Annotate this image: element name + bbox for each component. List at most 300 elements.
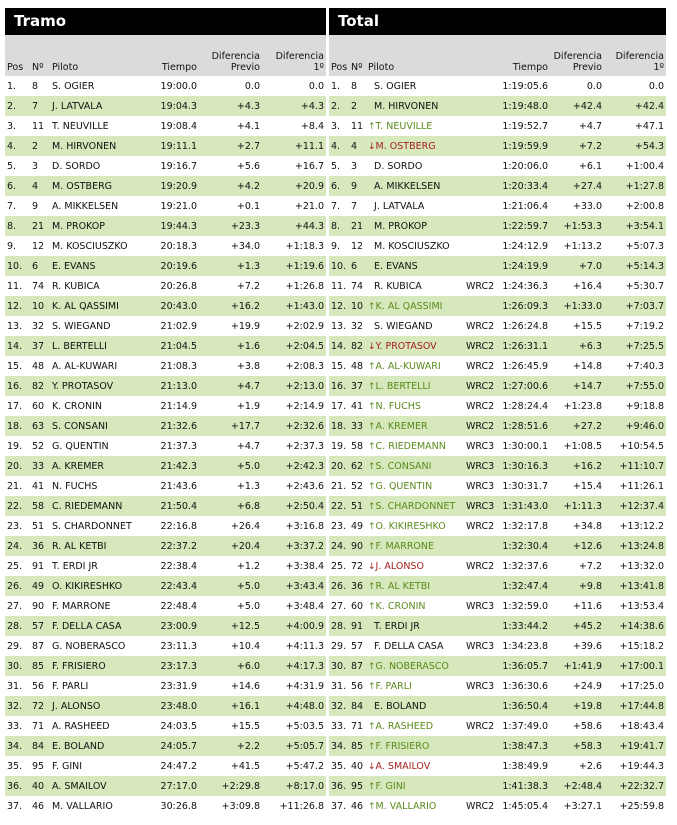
table-row: [329, 136, 666, 156]
cell-diff-prev: +1:11.3: [550, 496, 604, 516]
cell-pos: 32.: [5, 696, 30, 716]
driver-name: F. PARLI: [375, 680, 412, 692]
cell-time: 1:26:24.8: [496, 316, 550, 336]
cell-time: 22:37.2: [149, 536, 199, 556]
cell-driver: [366, 256, 464, 276]
cell-pos: 9.: [329, 236, 349, 256]
cell-diff-first: +13:41.8: [604, 576, 666, 596]
cell-driver: [366, 76, 464, 96]
table-row: [5, 256, 326, 276]
cell-diff-first: +13:32.0: [604, 556, 666, 576]
cell-diff-prev: +1.2: [199, 556, 262, 576]
cell-diff-first: +5:03.5: [262, 716, 326, 736]
driver-name: R. KUBICA: [374, 280, 422, 292]
col-tiempo: Tiempo: [496, 35, 550, 76]
overall-results-panel: [329, 8, 666, 816]
cell-time: 22:43.4: [149, 576, 199, 596]
cell-diff-prev: +19.9: [199, 316, 262, 336]
cell-driver: [366, 396, 464, 416]
cell-num: 3: [349, 156, 366, 176]
cell-diff-prev: +2.2: [199, 736, 262, 756]
cell-pos: 7.: [5, 196, 30, 216]
cell-driver: K. CRONIN: [50, 396, 149, 416]
table-row: [329, 96, 666, 116]
cell-num: 36: [349, 576, 366, 596]
driver-name: F. MARRONE: [375, 540, 435, 552]
table-row: [329, 796, 666, 816]
cell-diff-first: +7:40.3: [604, 356, 666, 376]
cell-time: 23:17.3: [149, 656, 199, 676]
driver-name: A. MIKKELSEN: [374, 180, 441, 192]
cell-pos: 5.: [5, 156, 30, 176]
cell-pos: 10.: [5, 256, 30, 276]
table-row: [329, 556, 666, 576]
cell-pos: 21.: [329, 476, 349, 496]
cell-driver: F. DELLA CASA: [50, 616, 149, 636]
driver-name: T. ERDI JR: [374, 620, 420, 632]
cell-diff-first: +3:37.2: [262, 536, 326, 556]
stage-results-table: [5, 35, 326, 816]
overall-results-table: [329, 35, 666, 816]
table-row: [5, 716, 326, 736]
cell-diff-prev: +12.5: [199, 616, 262, 636]
cell-pos: 13.: [329, 316, 349, 336]
cell-driver: [366, 476, 464, 496]
cell-time: 20:26.8: [149, 276, 199, 296]
table-row: [329, 496, 666, 516]
cell-pos: 31.: [329, 676, 349, 696]
col-piloto: Piloto: [366, 35, 464, 76]
cell-num: 85: [349, 736, 366, 756]
driver-name: E. EVANS: [374, 260, 418, 272]
cell-diff-first: +4:00.9: [262, 616, 326, 636]
cell-pos: 29.: [5, 636, 30, 656]
cell-time: 1:37:49.0: [496, 716, 550, 736]
table-row: [329, 176, 666, 196]
table-row: [329, 376, 666, 396]
cell-num: 48: [349, 356, 366, 376]
cell-time: 1:34:23.8: [496, 636, 550, 656]
cell-diff-prev: +2.6: [550, 756, 604, 776]
col-num: Nº: [30, 35, 50, 76]
col-dif-previo: Diferencia Previo: [199, 35, 262, 76]
cell-diff-first: +13:53.4: [604, 596, 666, 616]
cell-time: 1:36:30.6: [496, 676, 550, 696]
cell-pos: 30.: [329, 656, 349, 676]
cell-pos: 16.: [5, 376, 30, 396]
driver-name: G. NOBERASCO: [375, 660, 449, 672]
cell-pos: 2.: [5, 96, 30, 116]
cell-diff-first: +12:37.4: [604, 496, 666, 516]
cell-time: 1:19:59.9: [496, 136, 550, 156]
cell-num: 84: [349, 696, 366, 716]
cell-diff-prev: +14.7: [550, 376, 604, 396]
cell-class: WRC3: [464, 456, 496, 476]
table-row: [5, 316, 326, 336]
cell-class: [464, 776, 496, 796]
cell-pos: 24.: [5, 536, 30, 556]
cell-time: 19:16.7: [149, 156, 199, 176]
cell-num: 58: [349, 436, 366, 456]
cell-num: 60: [30, 396, 50, 416]
col-pos: Pos: [329, 35, 349, 76]
cell-diff-first: +11:10.7: [604, 456, 666, 476]
arrow-up-icon: ↑: [368, 421, 376, 432]
cell-pos: 1.: [329, 76, 349, 96]
cell-pos: 10.: [329, 256, 349, 276]
cell-time: 23:31.9: [149, 676, 199, 696]
cell-pos: 17.: [5, 396, 30, 416]
cell-driver: [366, 616, 464, 636]
cell-diff-prev: +2:29.8: [199, 776, 262, 796]
cell-pos: 3.: [329, 116, 349, 136]
cell-diff-first: +4:17.3: [262, 656, 326, 676]
cell-time: 21:14.9: [149, 396, 199, 416]
table-row: [329, 676, 666, 696]
cell-diff-first: +19:44.3: [604, 756, 666, 776]
cell-pos: 14.: [329, 336, 349, 356]
cell-driver: [366, 236, 464, 256]
table-row: [5, 676, 326, 696]
driver-name: A. RASHEED: [375, 720, 434, 732]
cell-time: 19:21.0: [149, 196, 199, 216]
cell-class: [464, 576, 496, 596]
table-row: [5, 416, 326, 436]
cell-diff-first: +14:38.6: [604, 616, 666, 636]
cell-driver: [366, 716, 464, 736]
stage-results-panel: [5, 8, 326, 816]
cell-diff-prev: +3.8: [199, 356, 262, 376]
cell-diff-first: +44.3: [262, 216, 326, 236]
cell-time: 1:38:47.3: [496, 736, 550, 756]
cell-driver: A. SMAILOV: [50, 776, 149, 796]
cell-diff-first: +3:54.1: [604, 216, 666, 236]
cell-time: 22:48.4: [149, 596, 199, 616]
cell-time: 1:26:31.1: [496, 336, 550, 356]
cell-time: 19:04.3: [149, 96, 199, 116]
cell-time: 1:24:19.9: [496, 256, 550, 276]
cell-num: 4: [30, 176, 50, 196]
cell-num: 74: [30, 276, 50, 296]
cell-num: 40: [349, 756, 366, 776]
cell-pos: 26.: [5, 576, 30, 596]
cell-class: WRC2: [464, 556, 496, 576]
cell-time: 24:05.7: [149, 736, 199, 756]
cell-time: 1:45:05.4: [496, 796, 550, 816]
cell-driver: [366, 216, 464, 236]
cell-num: 7: [349, 196, 366, 216]
cell-driver: [366, 116, 464, 136]
cell-num: 63: [30, 416, 50, 436]
cell-diff-first: +7:19.2: [604, 316, 666, 336]
table-row: [329, 776, 666, 796]
cell-diff-first: +5:14.3: [604, 256, 666, 276]
cell-num: 58: [30, 496, 50, 516]
cell-driver: S. OGIER: [50, 76, 149, 96]
cell-diff-prev: +34.8: [550, 516, 604, 536]
cell-time: 27:17.0: [149, 776, 199, 796]
cell-class: [464, 116, 496, 136]
table-row: [5, 156, 326, 176]
cell-driver: T. NEUVILLE: [50, 116, 149, 136]
cell-class: WRC2: [464, 516, 496, 536]
table-row: [329, 636, 666, 656]
cell-driver: S. CHARDONNET: [50, 516, 149, 536]
table-row: [5, 636, 326, 656]
cell-diff-prev: +6.1: [550, 156, 604, 176]
cell-driver: C. RIEDEMANN: [50, 496, 149, 516]
table-row: [329, 576, 666, 596]
cell-diff-first: +16.7: [262, 156, 326, 176]
cell-time: 24:47.2: [149, 756, 199, 776]
cell-pos: 4.: [329, 136, 349, 156]
cell-diff-first: +2:00.8: [604, 196, 666, 216]
cell-driver: [366, 776, 464, 796]
cell-num: 71: [349, 716, 366, 736]
cell-num: 7: [30, 96, 50, 116]
cell-time: 20:43.0: [149, 296, 199, 316]
cell-diff-first: +9:46.0: [604, 416, 666, 436]
cell-diff-first: +20.9: [262, 176, 326, 196]
cell-diff-first: +2:04.5: [262, 336, 326, 356]
cell-diff-prev: +4.3: [199, 96, 262, 116]
cell-num: 51: [349, 496, 366, 516]
cell-driver: K. AL QASSIMI: [50, 296, 149, 316]
cell-num: 9: [349, 176, 366, 196]
cell-driver: E. EVANS: [50, 256, 149, 276]
driver-name: G. QUENTIN: [375, 480, 433, 492]
cell-diff-prev: +20.4: [199, 536, 262, 556]
cell-class: [464, 656, 496, 676]
cell-diff-prev: +7.0: [550, 256, 604, 276]
cell-time: 19:20.9: [149, 176, 199, 196]
cell-pos: 37.: [329, 796, 349, 816]
cell-num: 2: [30, 136, 50, 156]
cell-diff-prev: +16.1: [199, 696, 262, 716]
cell-time: 1:36:05.7: [496, 656, 550, 676]
cell-class: WRC2: [464, 316, 496, 336]
stage-title: Tramo: [5, 8, 326, 35]
table-row: [5, 236, 326, 256]
cell-class: [464, 76, 496, 96]
cell-diff-prev: +14.8: [550, 356, 604, 376]
cell-diff-first: +11:26.8: [262, 796, 326, 816]
arrow-down-icon: ↓: [368, 141, 376, 152]
table-row: [5, 76, 326, 96]
arrow-up-icon: ↑: [368, 781, 376, 792]
cell-pos: 8.: [5, 216, 30, 236]
cell-pos: 21.: [5, 476, 30, 496]
cell-num: 8: [30, 76, 50, 96]
cell-diff-prev: +15.5: [199, 716, 262, 736]
cell-driver: [366, 696, 464, 716]
arrow-up-icon: ↑: [368, 461, 376, 472]
cell-driver: F. PARLI: [50, 676, 149, 696]
cell-pos: 30.: [5, 656, 30, 676]
cell-driver: [366, 156, 464, 176]
cell-diff-prev: 0.0: [199, 76, 262, 96]
cell-time: 23:48.0: [149, 696, 199, 716]
arrow-up-icon: ↑: [368, 601, 376, 612]
cell-num: 6: [349, 256, 366, 276]
table-row: [5, 436, 326, 456]
driver-name: L. BERTELLI: [375, 380, 431, 392]
cell-diff-prev: +1:41.9: [550, 656, 604, 676]
driver-name: K. AL QASSIMI: [375, 300, 443, 312]
table-row: [329, 196, 666, 216]
cell-diff-first: +15:18.2: [604, 636, 666, 656]
cell-pos: 37.: [5, 796, 30, 816]
cell-num: 52: [349, 476, 366, 496]
cell-time: 1:26:09.3: [496, 296, 550, 316]
table-row: [5, 136, 326, 156]
cell-num: 49: [30, 576, 50, 596]
cell-num: 37: [349, 376, 366, 396]
cell-diff-first: +25:59.8: [604, 796, 666, 816]
cell-diff-first: +54.3: [604, 136, 666, 156]
cell-diff-prev: +5.0: [199, 576, 262, 596]
cell-diff-first: +10:54.5: [604, 436, 666, 456]
cell-driver: [366, 276, 464, 296]
cell-pos: 23.: [5, 516, 30, 536]
cell-class: WRC2: [464, 716, 496, 736]
cell-driver: F. FRISIERO: [50, 656, 149, 676]
cell-num: 72: [30, 696, 50, 716]
cell-class: WRC3: [464, 476, 496, 496]
cell-time: 19:44.3: [149, 216, 199, 236]
cell-class: [464, 136, 496, 156]
table-row: [329, 336, 666, 356]
driver-name: S. OGIER: [374, 80, 417, 92]
cell-pos: 31.: [5, 676, 30, 696]
cell-pos: 9.: [5, 236, 30, 256]
driver-name: M. PROKOP: [374, 220, 428, 232]
driver-name: F. DELLA CASA: [374, 640, 444, 652]
cell-diff-first: +13:12.2: [604, 516, 666, 536]
cell-num: 36: [30, 536, 50, 556]
cell-diff-prev: +17.7: [199, 416, 262, 436]
arrow-up-icon: ↑: [368, 301, 376, 312]
cell-num: 87: [349, 656, 366, 676]
cell-pos: 19.: [5, 436, 30, 456]
cell-diff-prev: +12.6: [550, 536, 604, 556]
cell-diff-prev: +24.9: [550, 676, 604, 696]
table-row: [5, 496, 326, 516]
cell-diff-first: +2:42.3: [262, 456, 326, 476]
cell-num: 82: [349, 336, 366, 356]
cell-diff-first: +3:48.4: [262, 596, 326, 616]
cell-class: WRC3: [464, 676, 496, 696]
cell-diff-first: +2:43.6: [262, 476, 326, 496]
cell-time: 19:11.1: [149, 136, 199, 156]
table-row: [329, 236, 666, 256]
cell-driver: [366, 636, 464, 656]
cell-class: [464, 156, 496, 176]
cell-class: WRC2: [464, 276, 496, 296]
cell-diff-first: +2:02.9: [262, 316, 326, 336]
driver-name: S. WIEGAND: [374, 320, 433, 332]
table-row: [5, 596, 326, 616]
cell-class: WRC2: [464, 416, 496, 436]
col-num: Nº: [349, 35, 366, 76]
cell-driver: A. KREMER: [50, 456, 149, 476]
cell-pos: 36.: [5, 776, 30, 796]
cell-driver: O. KIKIRESHKO: [50, 576, 149, 596]
cell-driver: M. KOSCIUSZKO: [50, 236, 149, 256]
cell-diff-prev: +1:08.5: [550, 436, 604, 456]
cell-diff-first: +13:24.8: [604, 536, 666, 556]
cell-driver: [366, 336, 464, 356]
cell-diff-prev: +19.8: [550, 696, 604, 716]
cell-diff-prev: +16.2: [199, 296, 262, 316]
cell-driver: [366, 456, 464, 476]
cell-diff-prev: +1:23.8: [550, 396, 604, 416]
cell-diff-first: +3:43.4: [262, 576, 326, 596]
cell-diff-prev: +4.7: [199, 436, 262, 456]
cell-pos: 24.: [329, 536, 349, 556]
cell-diff-prev: +15.4: [550, 476, 604, 496]
cell-diff-prev: +4.2: [199, 176, 262, 196]
cell-num: 2: [349, 96, 366, 116]
cell-num: 8: [349, 76, 366, 96]
cell-num: 87: [30, 636, 50, 656]
cell-pos: 15.: [329, 356, 349, 376]
cell-driver: [366, 596, 464, 616]
cell-class: WRC2: [464, 376, 496, 396]
cell-time: 1:21:06.4: [496, 196, 550, 216]
table-row: [329, 276, 666, 296]
cell-driver: [366, 436, 464, 456]
cell-diff-prev: +1:33.0: [550, 296, 604, 316]
cell-diff-first: +5:30.7: [604, 276, 666, 296]
cell-num: 74: [349, 276, 366, 296]
cell-diff-first: +3:16.8: [262, 516, 326, 536]
arrow-down-icon: ↓: [368, 561, 376, 572]
cell-num: 48: [30, 356, 50, 376]
cell-time: 1:30:31.7: [496, 476, 550, 496]
cell-diff-prev: +1:13.2: [550, 236, 604, 256]
cell-driver: [366, 316, 464, 336]
cell-diff-prev: +2:48.4: [550, 776, 604, 796]
cell-diff-prev: +7.2: [550, 556, 604, 576]
cell-num: 10: [30, 296, 50, 316]
cell-diff-first: +4:48.0: [262, 696, 326, 716]
cell-num: 57: [30, 616, 50, 636]
table-row: [5, 576, 326, 596]
cell-driver: S. WIEGAND: [50, 316, 149, 336]
cell-num: 41: [349, 396, 366, 416]
cell-num: 40: [30, 776, 50, 796]
cell-time: 1:30:00.1: [496, 436, 550, 456]
cell-pos: 6.: [5, 176, 30, 196]
cell-num: 49: [349, 516, 366, 536]
cell-num: 21: [349, 216, 366, 236]
arrow-up-icon: ↑: [368, 801, 376, 812]
cell-class: [464, 216, 496, 236]
arrow-up-icon: ↑: [368, 481, 376, 492]
cell-driver: J. LATVALA: [50, 96, 149, 116]
cell-diff-prev: +58.6: [550, 716, 604, 736]
cell-num: 11: [349, 116, 366, 136]
cell-num: 12: [349, 236, 366, 256]
cell-diff-first: +42.4: [604, 96, 666, 116]
cell-time: 20:18.3: [149, 236, 199, 256]
cell-pos: 11.: [329, 276, 349, 296]
cell-driver: [366, 736, 464, 756]
driver-name: S. CHARDONNET: [375, 500, 456, 512]
arrow-up-icon: ↑: [368, 381, 376, 392]
cell-pos: 27.: [5, 596, 30, 616]
